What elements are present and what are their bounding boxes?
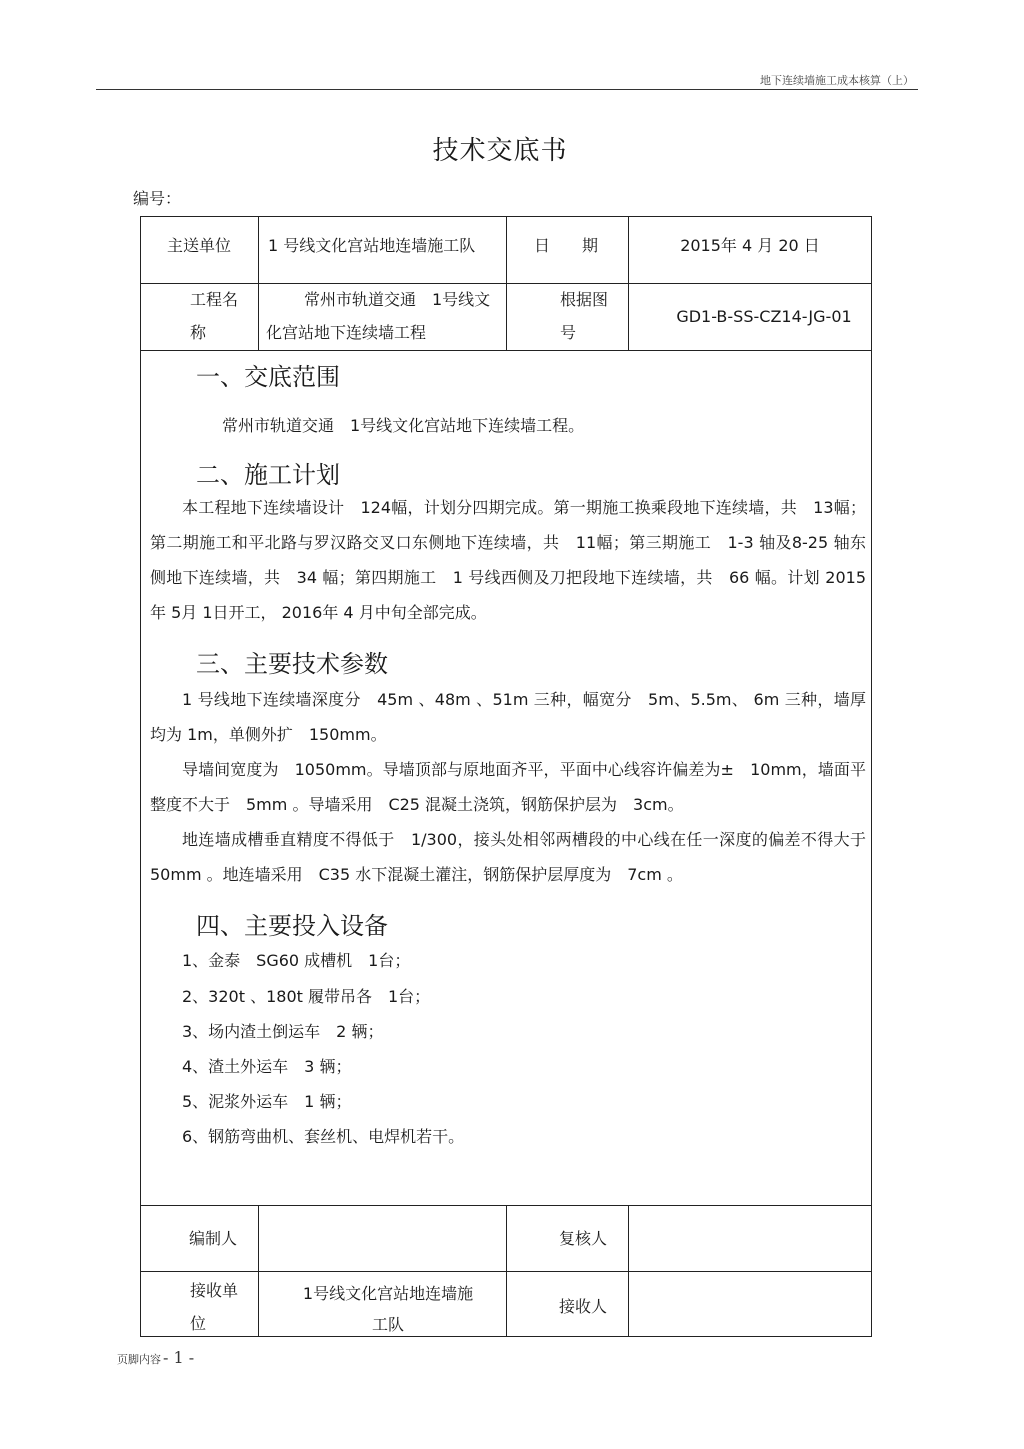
compiler-label: 编制人	[188, 1229, 237, 1248]
doc-number-label: 编号：	[133, 189, 182, 208]
parameter-trench-precision: 地连墙成槽垂直精度不得低于 1/300，接头处相邻两槽段的中心线在任一深度的偏差不得大于 50mm 。地连墙采用 C35 水下混凝土灌注，钢筋保护层厚度为 7cm 。	[150, 830, 883, 884]
project-value: 常州市轨道交通 1号线文化宫站地下连续墙工程	[266, 290, 491, 342]
parameter-wall-depth: 1 号线地下连续墙深度分 45m 、48m 、51m 三种，幅宽分 5m、5.5m、 6m 三种，墙厚均为 1m，单侧外扩 150mm。	[150, 690, 866, 744]
col-divider	[258, 216, 259, 350]
section-heading-parameters: 三、主要技术参数	[196, 650, 388, 678]
running-header: 地下连续墙施工成本核算（上）	[760, 74, 914, 87]
section-heading-scope: 一、交底范围	[196, 363, 340, 391]
header-rule	[96, 89, 918, 90]
page-footer	[117, 1348, 194, 1367]
col-divider	[628, 216, 629, 350]
equipment-item: 3、场内渣土倒运车 2 辆；	[182, 1022, 384, 1041]
scope-text: 常州市轨道交通 1号线文化宫站地下连续墙工程。	[222, 416, 585, 435]
date-label: 日 期	[534, 236, 599, 255]
parameters-paragraphs	[150, 682, 883, 892]
equipment-item: 1、金泰 SG60 成槽机 1台；	[182, 951, 411, 970]
receiver-label: 接收人	[558, 1297, 607, 1316]
equipment-item: 2、320t 、180t 履带吊各 1台；	[182, 987, 431, 1006]
drawing-label: 根据图号	[560, 290, 609, 342]
section-heading-plan: 二、施工计划	[196, 461, 340, 489]
footer-label: 页脚内容	[117, 1353, 161, 1366]
sender-value: 1 号线文化宫站地连墙施工队	[268, 236, 476, 255]
date-value: 2015年 4 月 20 日	[680, 236, 820, 255]
equipment-item: 4、渣土外运车 3 辆；	[182, 1057, 352, 1076]
project-label: 工程名称	[190, 290, 239, 342]
section-heading-equipment: 四、主要投入设备	[196, 912, 388, 940]
reviewer-label: 复核人	[558, 1229, 607, 1248]
plan-text: 本工程地下连续墙设计 124幅，计划分四期完成。第一期施工换乘段地下连续墙，共 13幅；第二期施工和平北路与罗汉路交叉口东侧地下连续墙，共 11幅；第三期施工 1-3 轴及8-25 轴东侧地下连续墙，共 34 幅；第四期施工 1 号线西侧及刀把段地下连续墙，共 66 幅。计划 2015年 5月 1日开工， 2016年 4 月中旬全部完成。	[150, 498, 866, 622]
document-title: 技术交底书	[432, 136, 568, 166]
sender-label: 主送单位	[166, 236, 231, 255]
parameter-guide-wall: 导墙间宽度为 1050mm。导墙顶部与原地面齐平，平面中心线容许偏差为± 10mm，墙面平整度不大于 5mm 。导墙采用 C25 混凝土浇筑，钢筋保护层为 3cm。	[150, 760, 866, 814]
plan-paragraph	[150, 490, 866, 630]
page-number: - 1 -	[163, 1348, 195, 1367]
row-divider	[140, 350, 872, 351]
receiving-unit-value: 1号线文化宫站地连墙施工队	[302, 1284, 474, 1334]
col-divider	[506, 216, 507, 350]
drawing-number: GD1-B-SS-CZ14-JG-01	[676, 307, 852, 326]
receiving-unit-label: 接收单位	[190, 1281, 239, 1333]
equipment-item: 6、钢筋弯曲机、套丝机、电焊机若干。	[182, 1127, 465, 1146]
equipment-item: 5、泥浆外运车 1 辆；	[182, 1092, 352, 1111]
col-divider	[506, 1205, 507, 1337]
